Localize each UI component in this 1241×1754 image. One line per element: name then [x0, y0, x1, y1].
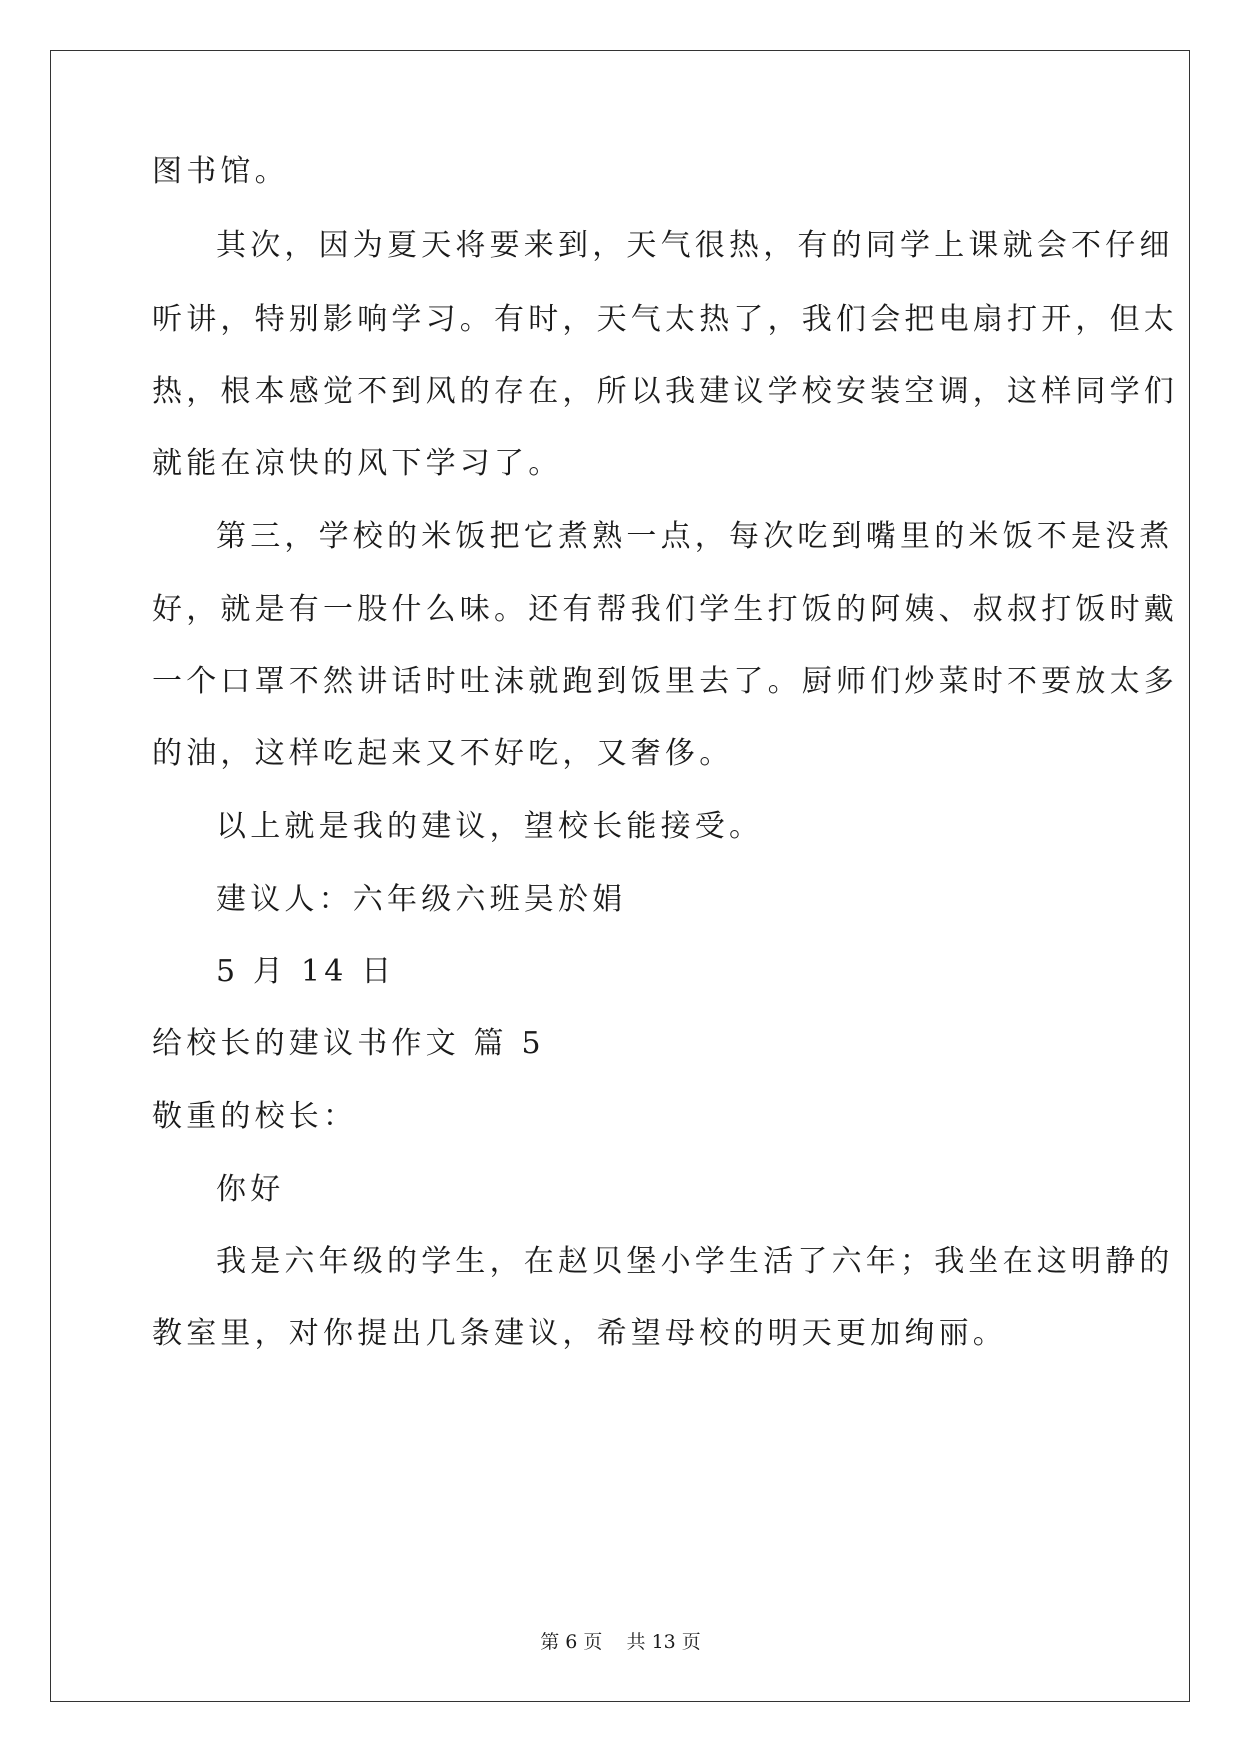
paragraph-line: 的油，这样吃起来又不好吃，又奢侈。	[152, 736, 734, 771]
signature-line: 建议人：六年级六班吴於娟	[216, 882, 627, 917]
paragraph-line: 图书馆。	[152, 154, 289, 189]
paragraph-line: 第三，学校的米饭把它煮熟一点，每次吃到嘴里的米饭不是没煮	[216, 519, 1174, 554]
paragraph-line: 其次，因为夏天将要来到，天气很热，有的同学上课就会不仔细	[216, 228, 1174, 263]
paragraph-line: 一个口罩不然讲话时吐沫就跑到饭里去了。厨师们炒菜时不要放太多	[152, 664, 1178, 699]
paragraph-line: 就能在凉快的风下学习了。	[152, 446, 563, 481]
date-line: 5 月 14 日	[216, 954, 396, 989]
page-number-footer: 第 6 页 共 13 页	[540, 1631, 701, 1653]
paragraph-line: 听讲，特别影响学习。有时，天气太热了，我们会把电扇打开，但太	[152, 302, 1178, 337]
paragraph-line: 我是六年级的学生，在赵贝堡小学生活了六年；我坐在这明静的	[216, 1244, 1174, 1279]
paragraph-line: 教室里，对你提出几条建议，希望母校的明天更加绚丽。	[152, 1316, 1007, 1351]
section-heading: 给校长的建议书作文 篇 5	[152, 1026, 545, 1061]
paragraph-line: 热，根本感觉不到风的存在，所以我建议学校安装空调，这样同学们	[152, 374, 1178, 409]
salutation: 敬重的校长：	[152, 1099, 358, 1134]
paragraph-line: 以上就是我的建议，望校长能接受。	[216, 809, 764, 844]
greeting: 你好	[216, 1172, 285, 1207]
paragraph-line: 好，就是有一股什么味。还有帮我们学生打饭的阿姨、叔叔打饭时戴	[152, 592, 1178, 627]
page-frame	[50, 50, 1190, 1702]
